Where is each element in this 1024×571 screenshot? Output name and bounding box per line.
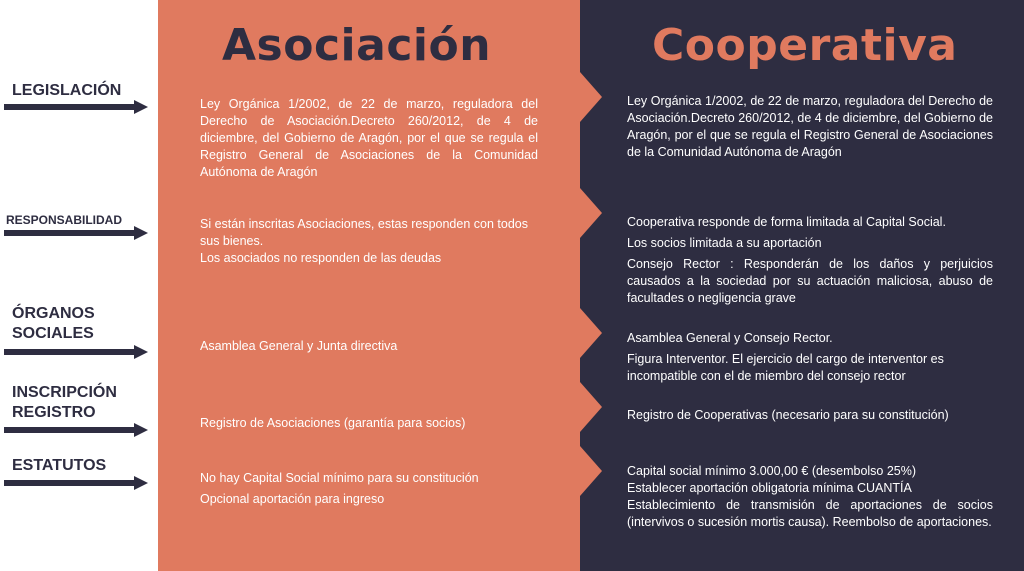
row-label-line: ÓRGANOS (12, 305, 95, 322)
chevron-separator-icon (580, 188, 610, 238)
cell-text: Establecimiento de transmisión de aportaciones de socios (intervivos o sucesión mortis causa). Reembolso de aportaciones. (627, 498, 993, 529)
asociacion-title: Asociación (222, 20, 492, 71)
cell-text: Si están inscritas Asociaciones, estas responden con todos sus bienes. (200, 217, 528, 248)
cell-text: Ley Orgánica 1/2002, de 22 de marzo, reguladora del Derecho de Asociación.Decreto 260/2012, de 4 de diciembre, del Gobierno de Aragón, por el que se regula el Registro General de Asociaciones de la Comunidad Autónoma de Aragón (200, 97, 538, 179)
row-label-line: SOCIALES (12, 325, 94, 342)
cooperativa-organos-sociales (627, 330, 993, 385)
cell-text: Los socios limitada a su aportación (627, 236, 822, 250)
cell-text: Establecer aportación obligatoria mínima CUANTÍA (627, 481, 912, 495)
cell-text: Capital social mínimo 3.000,00 € (desembolso 25%) (627, 464, 917, 478)
arrow-right-icon (4, 423, 148, 437)
row-label-organos-sociales (12, 304, 95, 344)
arrow-right-icon (4, 100, 148, 114)
asociacion-inscripcion-registro (200, 415, 538, 432)
asociacion-responsabilidad (200, 216, 538, 267)
cell-text: Ley Orgánica 1/2002, de 22 de marzo, reguladora del Derecho de Asociación.Decreto 260/2012, de 4 de diciembre, del Gobierno de Aragón, por el que se regula el Registro General de Asociaciones de la Comunidad Autónoma de Aragón (627, 94, 993, 159)
cooperativa-inscripcion-registro (627, 407, 993, 424)
row-label-line: INSCRIPCIÓN (12, 384, 117, 401)
cell-text: Registro de Asociaciones (garantía para socios) (200, 416, 466, 430)
row-label-inscripcion-registro (12, 383, 117, 423)
chevron-separator-icon (580, 308, 610, 358)
cooperativa-legislacion (627, 93, 993, 161)
row-label-estatutos: ESTATUTOS (12, 457, 107, 474)
cooperativa-responsabilidad (627, 214, 993, 307)
cooperativa-estatutos (627, 463, 993, 531)
row-label-responsabilidad: RESPONSABILIDAD (6, 213, 123, 227)
cell-text: Cooperativa responde de forma limitada al Capital Social. (627, 215, 946, 229)
arrow-right-icon (4, 345, 148, 359)
asociacion-organos-sociales (200, 338, 538, 355)
chevron-separator-icon (580, 72, 610, 122)
chevron-separator-icon (580, 446, 610, 496)
cell-text: Asamblea General y Junta directiva (200, 339, 398, 353)
arrow-right-icon (4, 476, 148, 490)
row-label-line: REGISTRO (12, 404, 96, 421)
cell-text: Los asociados no responden de las deudas (200, 251, 442, 265)
asociacion-estatutos (200, 470, 538, 508)
row-label-legislacion: LEGISLACIÓN (12, 82, 122, 99)
chevron-separator-icon (580, 382, 610, 432)
arrow-right-icon (4, 226, 148, 240)
asociacion-legislacion (200, 96, 538, 181)
cell-text: Registro de Cooperativas (necesario para su constitución) (627, 408, 949, 422)
cell-text: Opcional aportación para ingreso (200, 492, 385, 506)
cell-text: Asamblea General y Consejo Rector. (627, 331, 833, 345)
cell-text: Consejo Rector : Responderán de los daños y perjuicios causados a la sociedad por su actuación maliciosa, abuso de facultades o negligencia grave (627, 257, 993, 305)
cooperativa-title: Cooperativa (652, 20, 958, 71)
cell-text: Figura Interventor. El ejercicio del cargo de interventor es incompatible con el de miembro del consejo rector (627, 352, 944, 383)
cell-text: No hay Capital Social mínimo para su constitución (200, 471, 479, 485)
